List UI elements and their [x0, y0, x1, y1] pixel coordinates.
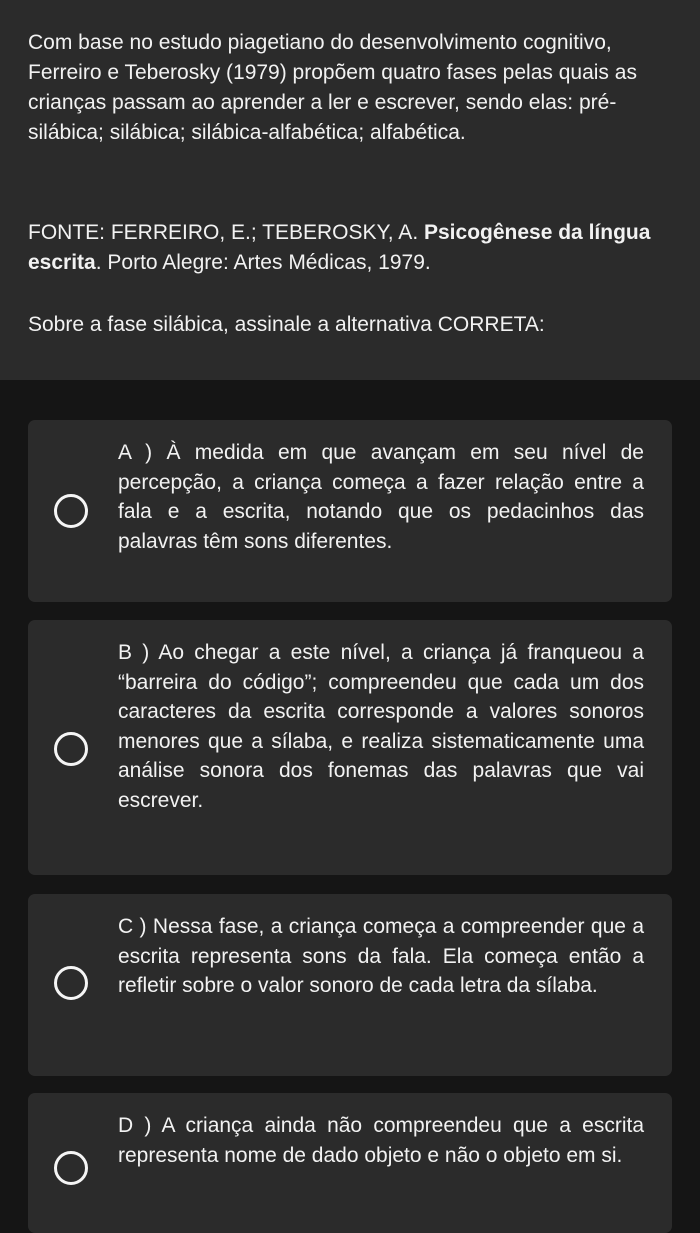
- option-text: Nessa fase, a criança começa a compreender que a escrita representa sons da fala. Ela começa então a refletir sobre o valor sonoro de cada letra da sílaba.: [118, 915, 644, 997]
- option-text: À medida em que avançam em seu nível de percepção, a criança começa a fazer relação entre a fala e a escrita, notando que os pedacinhos das palavras têm sons diferentes.: [118, 441, 644, 553]
- source-suffix: . Porto Alegre: Artes Médicas, 1979.: [95, 251, 431, 274]
- radio-circle-icon[interactable]: [54, 1151, 88, 1185]
- option-a[interactable]: [28, 420, 672, 602]
- question-source: [28, 218, 684, 278]
- source-title: Psicogênese da língua escrita: [28, 221, 651, 274]
- question-prompt: Sobre a fase silábica, assinale a alternativa CORRETA:: [28, 313, 545, 336]
- source-prefix: FONTE: FERREIRO, E.; TEBEROSKY, A.: [28, 221, 424, 244]
- question-panel: [0, 0, 700, 380]
- option-c[interactable]: [28, 894, 672, 1076]
- option-letter: B ): [118, 641, 150, 664]
- option-b[interactable]: [28, 620, 672, 875]
- radio-circle-icon[interactable]: [54, 966, 88, 1000]
- question-text: Com base no estudo piagetiano do desenvolvimento cognitivo, Ferreiro e Teberosky (1979) propõem quatro fases pelas quais as crianças passam ao aprender a ler e escrever, sendo elas: pré-silábica; silábica; silábica-alfabética; alfabética.: [28, 31, 637, 144]
- option-letter: C ): [118, 915, 147, 938]
- option-d[interactable]: [28, 1093, 672, 1233]
- option-letter: D ): [118, 1114, 152, 1137]
- option-letter: A ): [118, 441, 153, 464]
- option-text: A criança ainda não compreendeu que a escrita representa nome de dado objeto e não o objeto em si.: [118, 1114, 644, 1167]
- radio-circle-icon[interactable]: [54, 494, 88, 528]
- option-text: Ao chegar a este nível, a criança já franqueou a “barreira do código”; compreendeu que cada um dos caracteres da escrita corresponde a valores sonoros menores que a sílaba, e realiza sistematicamente uma análise sonora dos fonemas das palavras que vai escrever.: [118, 641, 644, 812]
- radio-circle-icon[interactable]: [54, 732, 88, 766]
